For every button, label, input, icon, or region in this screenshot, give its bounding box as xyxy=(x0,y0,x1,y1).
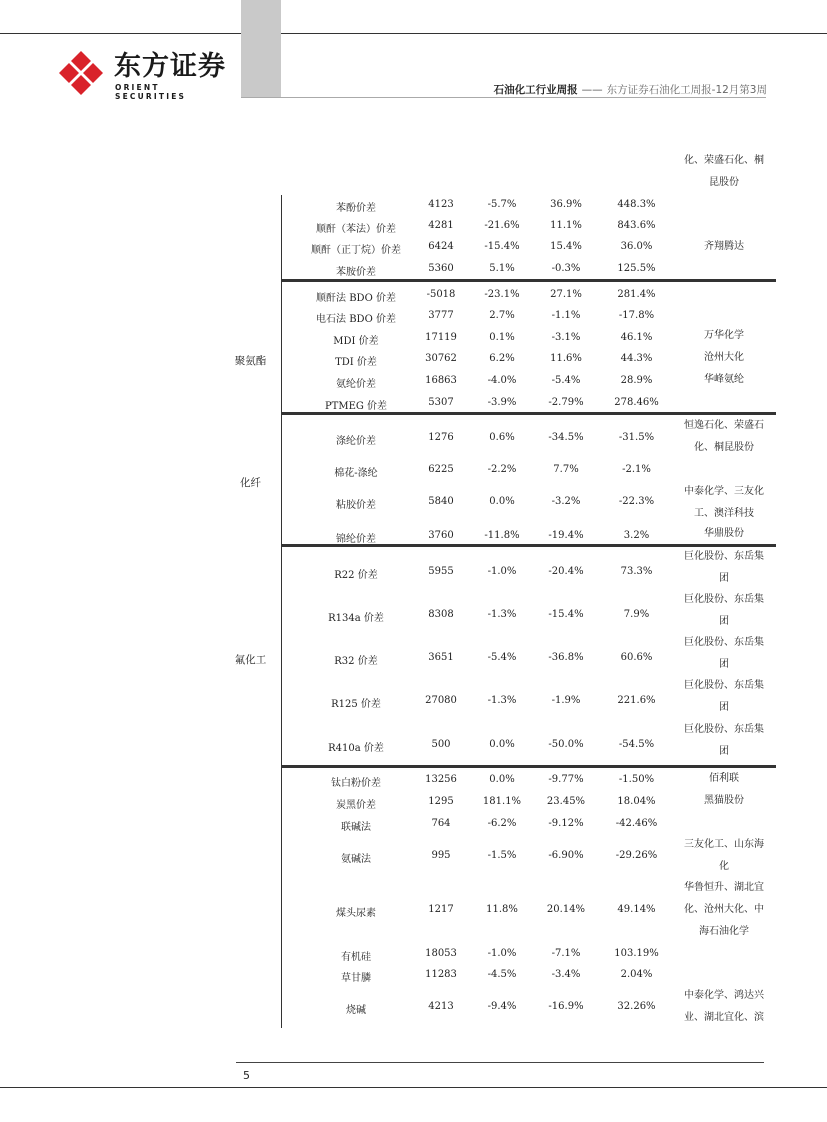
weekly-change: -1.0% xyxy=(487,566,517,577)
weekly-change: -1.0% xyxy=(487,948,517,959)
monthly-change: -3.1% xyxy=(551,332,581,343)
yearly-change: -42.46% xyxy=(615,818,658,829)
header-gray-bar xyxy=(241,0,281,97)
company-line: 团 xyxy=(719,702,729,713)
spread-value: -5018 xyxy=(426,289,456,300)
monthly-change: -6.90% xyxy=(548,850,584,861)
yearly-change: 49.14% xyxy=(617,904,656,915)
spread-value: 4123 xyxy=(428,199,454,210)
yearly-change: 448.3% xyxy=(617,199,656,210)
section-separator xyxy=(281,279,776,282)
spread-value: 5840 xyxy=(428,496,454,507)
company-line: 昆股份 xyxy=(709,177,739,188)
company-line: 黑猫股份 xyxy=(704,795,744,806)
running-header xyxy=(494,82,767,97)
yearly-change: 32.26% xyxy=(617,1001,656,1012)
company-line: 巨化股份、东岳集 xyxy=(684,680,764,691)
company-line: 巨化股份、东岳集 xyxy=(684,637,764,648)
monthly-change: -15.4% xyxy=(548,609,584,620)
company-line: 巨化股份、东岳集 xyxy=(684,594,764,605)
company-line: 团 xyxy=(719,746,729,757)
company-line: 海石油化学 xyxy=(699,926,749,937)
spread-value: 995 xyxy=(431,850,451,861)
yearly-change: 46.1% xyxy=(620,332,653,343)
company-line: 工、澳洋科技 xyxy=(694,508,754,519)
weekly-change: 6.2% xyxy=(489,353,515,364)
item-name: 顺酐（苯法）价差 xyxy=(316,224,396,235)
spread-value: 3651 xyxy=(428,652,454,663)
top-rule xyxy=(0,33,827,34)
item-name: 煤头尿素 xyxy=(336,908,376,919)
weekly-change: 181.1% xyxy=(482,796,522,807)
item-name: 联碱法 xyxy=(341,822,371,833)
spread-value: 5307 xyxy=(428,397,454,408)
logo-english-name: ORIENT SECURITIES xyxy=(115,83,187,101)
spread-value: 11283 xyxy=(425,969,457,980)
monthly-change: -1.1% xyxy=(551,310,581,321)
weekly-change: -4.0% xyxy=(487,375,517,386)
spread-value: 27080 xyxy=(425,695,457,706)
item-name: R22 价差 xyxy=(334,570,378,581)
weekly-change: -23.1% xyxy=(484,289,520,300)
company-line: 华鲁恒升、湖北宜 xyxy=(684,882,764,893)
item-name: R32 价差 xyxy=(334,656,378,667)
monthly-change: -19.4% xyxy=(548,530,584,541)
monthly-change: 7.7% xyxy=(553,464,579,475)
item-name: 钛白粉价差 xyxy=(331,778,381,789)
company-line: 化、桐昆股份 xyxy=(694,442,754,453)
monthly-change: 27.1% xyxy=(550,289,582,300)
company-line: 中泰化学、三友化 xyxy=(684,486,764,497)
company-line: 三友化工、山东海 xyxy=(684,839,764,850)
weekly-change: 0.1% xyxy=(489,332,515,343)
yearly-change: 44.3% xyxy=(620,353,653,364)
item-name: 氨纶价差 xyxy=(336,379,376,390)
spread-value: 6424 xyxy=(428,241,454,252)
logo-chinese-name: 东方证券 xyxy=(114,51,226,82)
yearly-change: -17.8% xyxy=(618,310,655,321)
company-line: 化 xyxy=(719,861,729,872)
spread-value: 764 xyxy=(431,818,451,829)
report-type: 石油化工行业周报 xyxy=(493,84,578,96)
spread-value: 8308 xyxy=(428,609,454,620)
company-line: 团 xyxy=(719,616,729,627)
yearly-change: 7.9% xyxy=(623,609,650,620)
monthly-change: -1.9% xyxy=(551,695,581,706)
item-name: 棉花-涤纶 xyxy=(334,468,378,479)
yearly-change: 221.6% xyxy=(617,695,656,706)
category-label: 聚氨酯 xyxy=(234,355,267,367)
company-line: 化、沧州大化、中 xyxy=(684,904,764,915)
monthly-change: -3.2% xyxy=(551,496,581,507)
yearly-change: 843.6% xyxy=(617,220,656,231)
spread-value: 17119 xyxy=(425,332,457,343)
page-number: 5 xyxy=(243,1069,250,1082)
company-logo xyxy=(58,50,228,101)
company-line: 恒逸石化、荣盛石 xyxy=(684,420,764,431)
item-name: R134a 价差 xyxy=(328,613,384,624)
yearly-change: 73.3% xyxy=(620,566,653,577)
weekly-change: 0.0% xyxy=(489,496,515,507)
monthly-change: -0.3% xyxy=(551,263,581,274)
item-name: PTMEG 价差 xyxy=(324,401,388,412)
item-name: 顺酐法 BDO 价差 xyxy=(316,293,396,304)
weekly-change: -11.8% xyxy=(484,530,520,541)
item-name: R410a 价差 xyxy=(328,743,384,754)
yearly-change: -54.5% xyxy=(618,739,655,750)
item-name: MDI 价差 xyxy=(333,336,379,347)
spread-value: 30762 xyxy=(425,353,457,364)
company-line: 沧州大化 xyxy=(704,352,744,363)
monthly-change: 36.9% xyxy=(550,199,582,210)
item-name: 电石法 BDO 价差 xyxy=(316,314,396,325)
company-line: 中泰化学、鸿达兴 xyxy=(684,990,764,1001)
weekly-change: -5.4% xyxy=(487,652,517,663)
item-name: R125 价差 xyxy=(331,699,381,710)
yearly-change: -29.26% xyxy=(615,850,658,861)
spread-value: 500 xyxy=(431,739,451,750)
weekly-change: -1.5% xyxy=(487,850,517,861)
spread-value: 18053 xyxy=(425,948,457,959)
weekly-change: -1.3% xyxy=(487,609,517,620)
spread-value: 3777 xyxy=(428,310,454,321)
report-subtitle: 东方证券石油化工周报-12月第3周 xyxy=(606,84,767,96)
monthly-change: -16.9% xyxy=(548,1001,584,1012)
yearly-change: 278.46% xyxy=(614,397,659,408)
monthly-change: -36.8% xyxy=(548,652,584,663)
company-line: 齐翔腾达 xyxy=(704,241,744,252)
yearly-change: 125.5% xyxy=(617,263,656,274)
weekly-change: 0.6% xyxy=(489,432,515,443)
weekly-change: -21.6% xyxy=(484,220,520,231)
spread-value: 6225 xyxy=(428,464,454,475)
yearly-change: -22.3% xyxy=(618,496,655,507)
company-line: 团 xyxy=(719,573,729,584)
yearly-change: 103.19% xyxy=(614,948,659,959)
monthly-change: 15.4% xyxy=(550,241,582,252)
monthly-change: -3.4% xyxy=(551,969,581,980)
yearly-change: 281.4% xyxy=(617,289,656,300)
spread-value: 4213 xyxy=(428,1001,454,1012)
monthly-change: -20.4% xyxy=(548,566,584,577)
bottom-rule xyxy=(0,1087,827,1088)
yearly-change: -31.5% xyxy=(618,432,655,443)
spread-value: 1295 xyxy=(428,796,454,807)
monthly-change: 11.6% xyxy=(550,353,582,364)
monthly-change: -2.79% xyxy=(548,397,584,408)
weekly-change: 0.0% xyxy=(489,774,515,785)
company-line: 业、湖北宜化、滨 xyxy=(684,1012,764,1023)
item-name: 锦纶价差 xyxy=(336,534,376,545)
monthly-change: 11.1% xyxy=(550,220,582,231)
weekly-change: -5.7% xyxy=(487,199,517,210)
spread-value: 3760 xyxy=(428,530,454,541)
item-name: 顺酐（正丁烷）价差 xyxy=(311,245,401,256)
item-name: 粘胶价差 xyxy=(336,500,376,511)
item-name: TDI 价差 xyxy=(335,357,377,368)
item-name: 有机硅 xyxy=(341,952,371,963)
weekly-change: -4.5% xyxy=(487,969,517,980)
company-line: 华鼎股份 xyxy=(704,528,744,539)
weekly-change: -15.4% xyxy=(484,241,520,252)
company-line: 巨化股份、东岳集 xyxy=(684,724,764,735)
orient-logo-icon xyxy=(58,50,104,96)
spread-value: 13256 xyxy=(425,774,457,785)
weekly-change: -1.3% xyxy=(487,695,517,706)
yearly-change: 18.04% xyxy=(617,796,656,807)
header-dash: —— xyxy=(581,84,603,96)
spread-value: 16863 xyxy=(425,375,457,386)
yearly-change: 60.6% xyxy=(620,652,653,663)
item-name: 苯胺价差 xyxy=(336,267,376,278)
monthly-change: -7.1% xyxy=(551,948,581,959)
item-name: 氨碱法 xyxy=(341,854,371,865)
company-line: 华峰氨纶 xyxy=(704,374,744,385)
yearly-change: 28.9% xyxy=(620,375,653,386)
weekly-change: 2.7% xyxy=(489,310,515,321)
item-name: 苯酚价差 xyxy=(336,203,376,214)
monthly-change: -34.5% xyxy=(548,432,584,443)
spread-value: 1276 xyxy=(428,432,454,443)
monthly-change: -5.4% xyxy=(551,375,581,386)
monthly-change: -9.77% xyxy=(548,774,584,785)
weekly-change: -9.4% xyxy=(487,1001,517,1012)
weekly-change: -3.9% xyxy=(487,397,517,408)
company-line: 团 xyxy=(719,659,729,670)
category-label: 化纤 xyxy=(240,477,261,489)
company-line: 万华化学 xyxy=(704,330,744,341)
spread-value: 1217 xyxy=(428,904,454,915)
weekly-change: 5.1% xyxy=(489,263,515,274)
monthly-change: -50.0% xyxy=(548,739,584,750)
header-rule xyxy=(241,97,766,98)
item-name: 涤纶价差 xyxy=(336,436,376,447)
yearly-change: -1.50% xyxy=(618,774,655,785)
spread-value: 5360 xyxy=(428,263,454,274)
item-name: 草甘膦 xyxy=(341,973,371,984)
item-name: 烧碱 xyxy=(346,1005,366,1016)
yearly-change: -2.1% xyxy=(622,464,651,475)
yearly-change: 36.0% xyxy=(620,241,653,252)
weekly-change: -2.2% xyxy=(487,464,517,475)
category-label: 氟化工 xyxy=(234,654,267,666)
weekly-change: 11.8% xyxy=(486,904,518,915)
company-line: 佰利联 xyxy=(709,773,739,784)
spread-value: 4281 xyxy=(428,220,454,231)
weekly-change: 0.0% xyxy=(489,739,515,750)
monthly-change: -9.12% xyxy=(548,818,584,829)
yearly-change: 2.04% xyxy=(620,969,653,980)
monthly-change: 23.45% xyxy=(546,796,586,807)
item-name: 炭黑价差 xyxy=(336,800,376,811)
yearly-change: 3.2% xyxy=(623,530,650,541)
company-line: 巨化股份、东岳集 xyxy=(684,551,764,562)
weekly-change: -6.2% xyxy=(487,818,517,829)
monthly-change: 20.14% xyxy=(546,904,586,915)
footer-rule xyxy=(236,1062,764,1063)
spread-value: 5955 xyxy=(428,566,454,577)
company-line: 化、荣盛石化、桐 xyxy=(684,155,764,166)
